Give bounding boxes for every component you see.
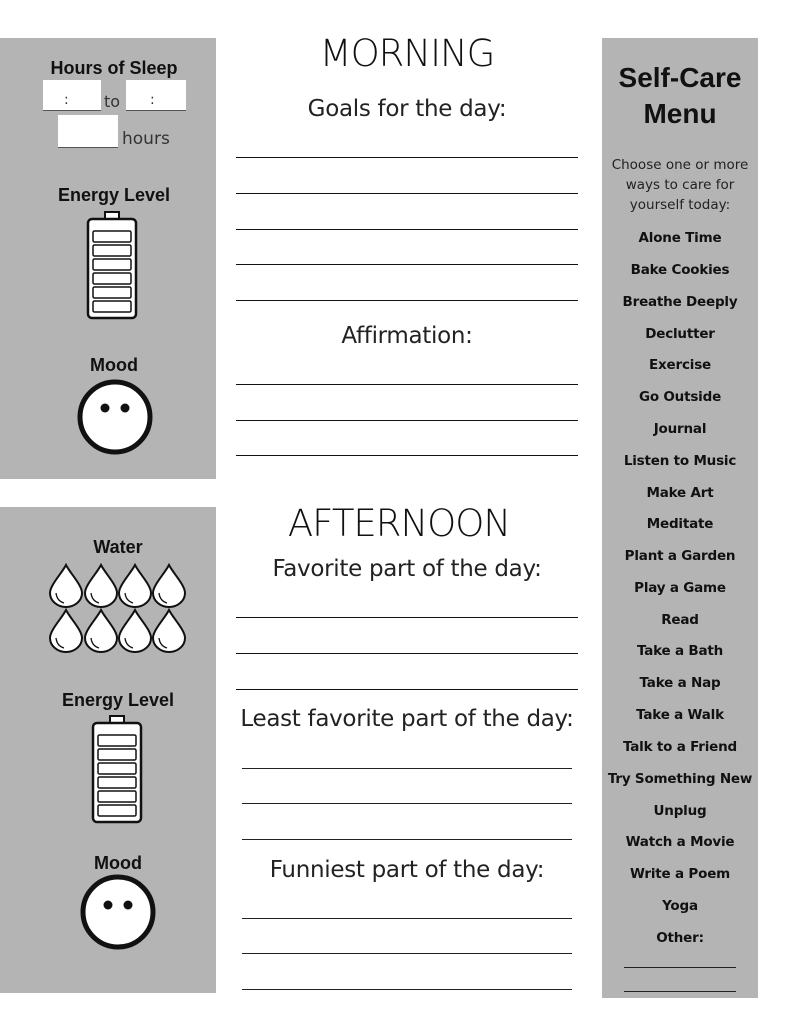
sleep-end-colon: : bbox=[150, 92, 155, 108]
battery-icon[interactable] bbox=[86, 211, 138, 321]
water-drop-icon[interactable] bbox=[151, 563, 187, 609]
sleep-start-field[interactable] bbox=[43, 80, 101, 111]
water-drop-icon[interactable] bbox=[83, 563, 119, 609]
sleep-start-underline bbox=[43, 110, 101, 111]
affirmation-prompt: Affirmation: bbox=[341, 323, 473, 349]
goal-line[interactable] bbox=[236, 229, 578, 230]
hours-of-sleep-label: Hours of Sleep bbox=[50, 58, 178, 78]
funniest-part-prompt: Funniest part of the day: bbox=[269, 857, 545, 883]
self-care-item[interactable]: Listen to Music bbox=[623, 453, 737, 469]
affirmation-line[interactable] bbox=[236, 384, 578, 385]
self-care-item[interactable]: Try Something New bbox=[607, 771, 753, 787]
self-care-item[interactable]: Take a Nap bbox=[639, 675, 721, 691]
water-drop-icon[interactable] bbox=[151, 608, 187, 654]
self-care-intro-line1: Choose one or more bbox=[611, 157, 749, 173]
face-icon[interactable] bbox=[79, 873, 157, 951]
self-care-item[interactable]: Talk to a Friend bbox=[623, 739, 737, 755]
sleep-hours-underline bbox=[58, 147, 118, 148]
other-line[interactable] bbox=[624, 967, 736, 968]
goals-prompt: Goals for the day: bbox=[307, 96, 507, 122]
self-care-intro-line2: ways to care for bbox=[625, 177, 735, 193]
self-care-item[interactable]: Other: bbox=[656, 930, 704, 946]
funniest-line[interactable] bbox=[242, 918, 572, 919]
least-favorite-line[interactable] bbox=[242, 839, 572, 840]
self-care-item[interactable]: Read bbox=[661, 612, 699, 628]
goal-line[interactable] bbox=[236, 157, 578, 158]
self-care-item[interactable]: Alone Time bbox=[638, 230, 722, 246]
self-care-title-line2: Menu bbox=[643, 98, 717, 129]
water-drop-icon[interactable] bbox=[117, 563, 153, 609]
sleep-hours-field[interactable] bbox=[58, 115, 118, 148]
self-care-item[interactable]: Watch a Movie bbox=[625, 834, 735, 850]
affirmation-line[interactable] bbox=[236, 420, 578, 421]
self-care-item[interactable]: Meditate bbox=[646, 516, 714, 532]
self-care-title bbox=[602, 60, 758, 132]
water-label: Water bbox=[93, 537, 143, 557]
water-drop-icon[interactable] bbox=[48, 563, 84, 609]
sleep-hours-label: hours bbox=[122, 129, 170, 149]
self-care-item[interactable]: Yoga bbox=[662, 898, 698, 914]
self-care-item[interactable]: Declutter bbox=[645, 326, 715, 342]
affirmation-line[interactable] bbox=[236, 455, 578, 456]
water-drop-icon[interactable] bbox=[83, 608, 119, 654]
self-care-intro bbox=[602, 155, 758, 215]
self-care-item[interactable]: Take a Bath bbox=[636, 643, 724, 659]
goal-line[interactable] bbox=[236, 193, 578, 194]
afternoon-heading: AFTERNOON bbox=[287, 502, 511, 545]
water-drops bbox=[48, 563, 188, 655]
self-care-item[interactable]: Bake Cookies bbox=[630, 262, 730, 278]
morning-energy-level-label: Energy Level bbox=[57, 185, 171, 205]
self-care-item[interactable]: Unplug bbox=[653, 803, 707, 819]
battery-icon[interactable] bbox=[91, 715, 143, 825]
self-care-item[interactable]: Take a Walk bbox=[636, 707, 724, 723]
self-care-item[interactable]: Exercise bbox=[649, 357, 711, 373]
self-care-item[interactable]: Go Outside bbox=[638, 389, 722, 405]
water-drop-icon[interactable] bbox=[117, 608, 153, 654]
face-icon[interactable] bbox=[76, 378, 154, 456]
self-care-item[interactable]: Breathe Deeply bbox=[622, 294, 738, 310]
funniest-line[interactable] bbox=[242, 953, 572, 954]
self-care-item[interactable]: Journal bbox=[653, 421, 707, 437]
favorite-part-prompt: Favorite part of the day: bbox=[272, 556, 542, 582]
sleep-to-label: to bbox=[104, 92, 121, 111]
self-care-item[interactable]: Make Art bbox=[646, 485, 714, 501]
least-favorite-line[interactable] bbox=[242, 803, 572, 804]
goal-line[interactable] bbox=[236, 300, 578, 301]
sleep-start-colon: : bbox=[64, 92, 69, 108]
least-favorite-line[interactable] bbox=[242, 768, 572, 769]
morning-heading: MORNING bbox=[319, 32, 495, 75]
funniest-line[interactable] bbox=[242, 989, 572, 990]
sleep-end-underline bbox=[126, 110, 186, 111]
afternoon-mood-label: Mood bbox=[94, 853, 142, 873]
other-line[interactable] bbox=[624, 991, 736, 992]
self-care-item[interactable]: Write a Poem bbox=[629, 866, 731, 882]
least-favorite-part-prompt: Least favorite part of the day: bbox=[240, 706, 574, 732]
self-care-title-line1: Self-Care bbox=[618, 62, 742, 93]
favorite-line[interactable] bbox=[236, 617, 578, 618]
favorite-line[interactable] bbox=[236, 653, 578, 654]
morning-mood-label: Mood bbox=[90, 355, 138, 375]
self-care-intro-line3: yourself today: bbox=[629, 197, 731, 213]
sleep-end-field[interactable] bbox=[126, 80, 186, 111]
favorite-line[interactable] bbox=[236, 689, 578, 690]
afternoon-energy-level-label: Energy Level bbox=[61, 690, 175, 710]
water-drop-icon[interactable] bbox=[48, 608, 84, 654]
self-care-item[interactable]: Play a Game bbox=[634, 580, 726, 596]
goal-line[interactable] bbox=[236, 264, 578, 265]
self-care-item[interactable]: Plant a Garden bbox=[624, 548, 736, 564]
